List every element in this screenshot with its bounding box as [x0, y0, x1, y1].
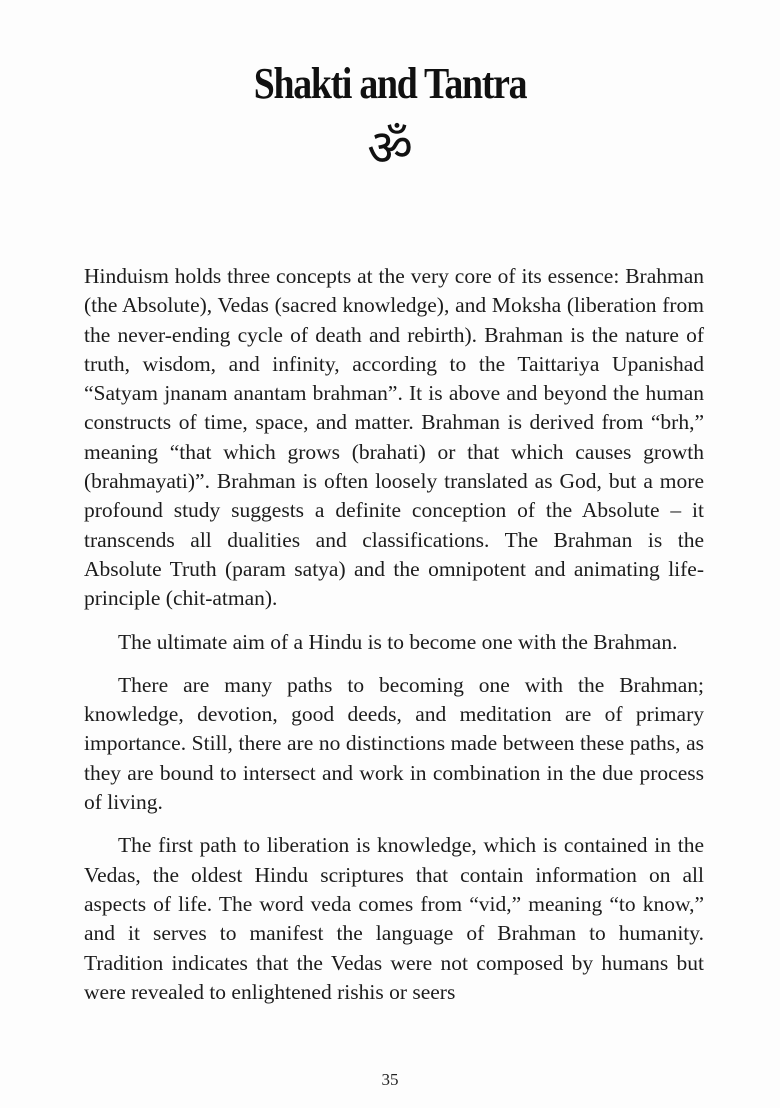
paragraph-4: The first path to liberation is knowledge, which is contained in the Vedas, the oldest Hindu scriptures that contain information on all aspects of life. The word veda comes from “vid,” meaning “to know,” and it serves to manifest the language of Brahman to humanity. Tradition indicates that the Vedas were not composed by humans but were revealed to enlightened rishis or seers — [84, 833, 704, 1004]
om-symbol-icon: ॐ — [367, 119, 413, 177]
paragraph-1: Hinduism holds three concepts at the very core of its essence: Brahman (the Absolute), Vedas (sacred knowledge), and Moksha (liberation from the never-ending cycle of death and rebirth). Brahman is the nature of truth, wisdom, and infinity, according to the Taittariya Upanishad “Satyam jnanam anantam brahman”. It is above and beyond the human constructs of time, space, and matter. Brahman is derived from “brh,” meaning “that which grows (brahati) or that which causes growth (brahmayati)”. Brahman is often loosely translated as God, but a more profound study suggests a definite conception of the Absolute – it transcends all dualities and classifications. The Brahman is the Absolute Truth (param satya) and the omnipotent and animating life-principle (chit-atman). — [84, 264, 704, 611]
paragraph-2: The ultimate aim of a Hindu is to become one with the Brahman. — [118, 629, 678, 654]
chapter-body — [84, 262, 704, 1021]
chapter-title: Shakti and Tantra — [253, 59, 527, 108]
page-number: 35 — [381, 1070, 399, 1089]
paragraph-3: There are many paths to becoming one with the Brahman; knowledge, devotion, good deeds, and meditation are of primary importance. Still, there are no distinctions made between these paths, as they are bound to intersect and work in combination in the due process of living. — [84, 672, 704, 815]
